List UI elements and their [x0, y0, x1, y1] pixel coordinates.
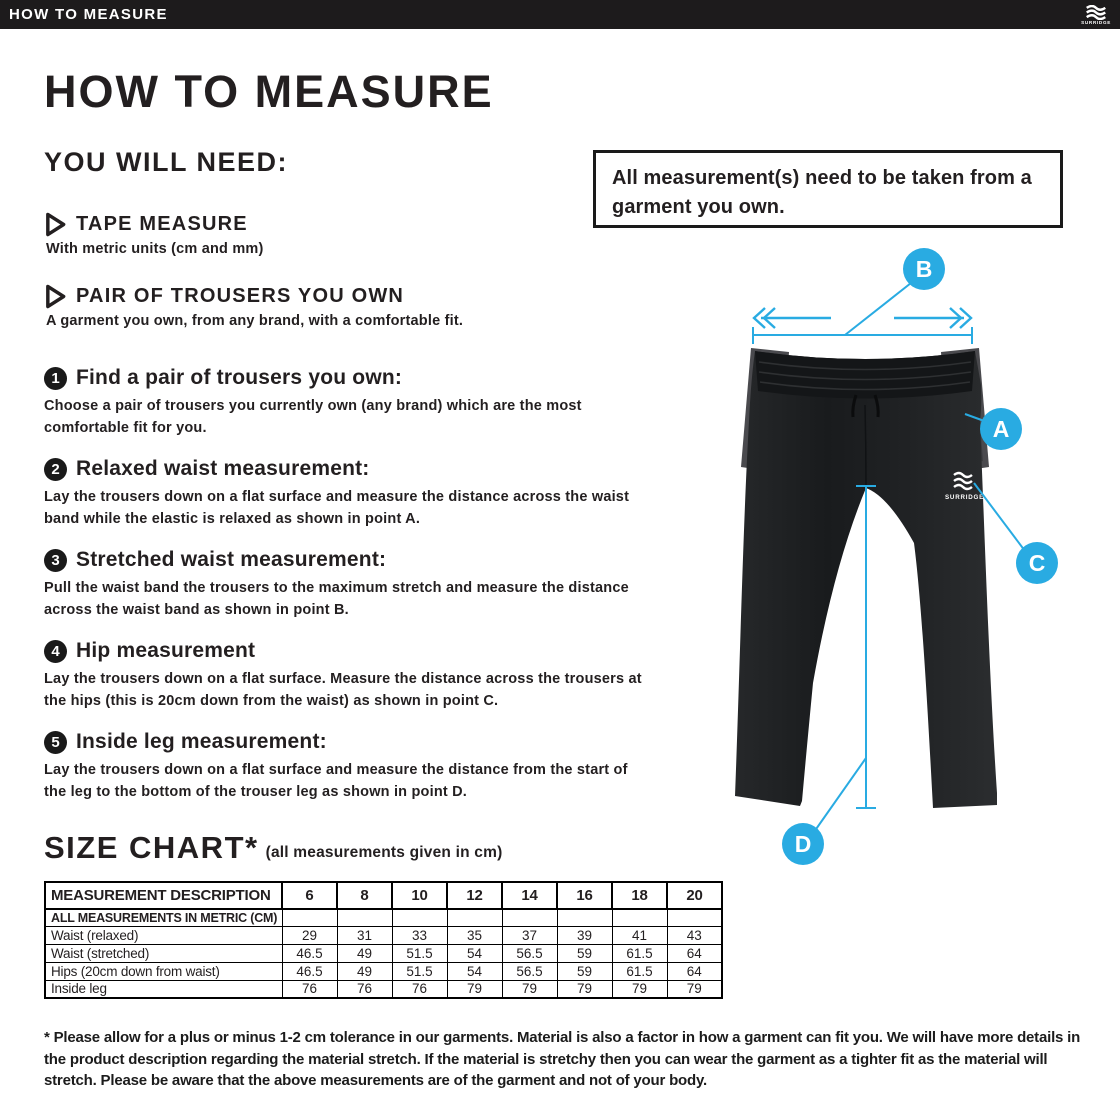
step-body: Lay the trousers down on a flat surface and measure the distance from the start of the leg to the bottom of the trouser leg as shown in point D.: [44, 762, 628, 800]
cell-value: 49: [337, 962, 392, 980]
page-title: HOW TO MEASURE: [44, 66, 494, 117]
table-row: [45, 980, 722, 998]
column-header: 18: [612, 882, 667, 909]
cell-value: 46.5: [282, 944, 337, 962]
marker-a-label: A: [992, 416, 1010, 442]
cell-value: 41: [612, 926, 667, 944]
cell-value: 61.5: [612, 944, 667, 962]
empty-cell: [557, 909, 612, 926]
step-head: [44, 730, 648, 754]
cell-value: 76: [282, 980, 337, 998]
marker-b-label: B: [915, 256, 933, 282]
marker-b: [903, 248, 945, 290]
empty-cell: [612, 909, 667, 926]
row-label: Waist (relaxed): [45, 926, 282, 944]
leader-line-d: [814, 758, 866, 832]
column-header: 12: [447, 882, 502, 909]
cell-value: 59: [557, 962, 612, 980]
need-item-head: [44, 283, 463, 310]
step-number-badge: 1: [44, 367, 67, 390]
step-3: [44, 548, 648, 621]
table-row: [45, 944, 722, 962]
top-bar-title: HOW TO MEASURE: [9, 6, 168, 23]
step-head: [44, 548, 648, 572]
leader-line-b: [845, 283, 911, 335]
metric-note-cell: ALL MEASUREMENTS IN METRIC (CM): [45, 909, 282, 926]
cell-value: 59: [557, 944, 612, 962]
need-item-tape-measure: [44, 211, 264, 257]
step-title: Relaxed waist measurement:: [76, 457, 370, 480]
cell-value: 79: [667, 980, 722, 998]
marker-c-label: C: [1028, 550, 1046, 576]
table-row: [45, 962, 722, 980]
note-box-text: All measurement(s) need to be taken from a garment you own.: [612, 167, 1032, 218]
step-body: Choose a pair of trousers you currently own (any brand) which are the most comfortable fit for you.: [44, 398, 582, 436]
you-will-need-heading: YOU WILL NEED:: [44, 147, 289, 177]
cell-value: 76: [337, 980, 392, 998]
size-chart-subtitle: (all measurements given in cm): [265, 844, 503, 861]
cell-value: 79: [557, 980, 612, 998]
cell-value: 56.5: [502, 962, 557, 980]
size-chart-table: [44, 881, 723, 999]
triangle-bullet-icon: [44, 283, 67, 310]
cell-value: 79: [502, 980, 557, 998]
cell-value: 64: [667, 944, 722, 962]
step-head: [44, 639, 648, 663]
cell-value: 79: [612, 980, 667, 998]
cell-value: 46.5: [282, 962, 337, 980]
column-header: 16: [557, 882, 612, 909]
size-chart-heading: [44, 830, 502, 866]
top-bar: [0, 0, 1120, 29]
cell-value: 64: [667, 962, 722, 980]
cell-value: 37: [502, 926, 557, 944]
footnote: * Please allow for a plus or minus 1-2 cm tolerance in our garments. Material is also a factor in how a garment can fit you. We will have more details in the product description regarding the material stretch. If the material is stretchy then you can wear the garment as a tighter fit as the material will stretch. Please be aware that the above measurements are of the garment and not of your body.: [44, 1029, 1081, 1089]
need-item-trousers: [44, 283, 463, 329]
empty-cell: [337, 909, 392, 926]
row-label: Waist (stretched): [45, 944, 282, 962]
empty-cell: [392, 909, 447, 926]
size-chart-title: SIZE CHART*: [44, 830, 259, 865]
cell-value: 49: [337, 944, 392, 962]
step-body: Pull the waist band the trousers to the maximum stretch and measure the distance across the waist band as shown in point B.: [44, 580, 629, 618]
cell-value: 51.5: [392, 962, 447, 980]
note-box: [593, 150, 1063, 228]
cell-value: 79: [447, 980, 502, 998]
column-header: 8: [337, 882, 392, 909]
cell-value: 29: [282, 926, 337, 944]
column-header: 10: [392, 882, 447, 909]
marker-d: [782, 823, 824, 865]
column-header: MEASUREMENT DESCRIPTION: [45, 882, 282, 909]
step-1: [44, 366, 648, 439]
cell-value: 43: [667, 926, 722, 944]
column-header: 20: [667, 882, 722, 909]
need-item-detail: With metric units (cm and mm): [46, 241, 264, 257]
step-4: [44, 639, 648, 712]
table-row: [45, 926, 722, 944]
surridge-logo: [1081, 4, 1111, 26]
step-head: [44, 457, 648, 481]
marker-a: [980, 408, 1022, 450]
step-title: Find a pair of trousers you own:: [76, 366, 403, 389]
row-label: Inside leg: [45, 980, 282, 998]
marker-c: [1016, 542, 1058, 584]
need-item-label: PAIR OF TROUSERS YOU OWN: [76, 285, 405, 307]
row-label: Hips (20cm down from waist): [45, 962, 282, 980]
cell-value: 31: [337, 926, 392, 944]
triangle-bullet-icon: [44, 211, 67, 238]
step-title: Inside leg measurement:: [76, 730, 327, 753]
cell-value: 33: [392, 926, 447, 944]
need-item-head: [44, 211, 264, 238]
need-item-detail: A garment you own, from any brand, with a comfortable fit.: [46, 313, 464, 329]
cell-value: 54: [447, 944, 502, 962]
empty-cell: [282, 909, 337, 926]
column-header: 14: [502, 882, 557, 909]
table-header-row: [45, 882, 722, 909]
cell-value: 76: [392, 980, 447, 998]
cell-value: 35: [447, 926, 502, 944]
step-number-badge: 2: [44, 458, 67, 481]
marker-d-label: D: [794, 831, 812, 857]
step-title: Hip measurement: [76, 639, 256, 662]
cell-value: 39: [557, 926, 612, 944]
step-body: Lay the trousers down on a flat surface and measure the distance across the waist band while the elastic is relaxed as shown in point A.: [44, 489, 630, 527]
step-number-badge: 5: [44, 731, 67, 754]
pants-logo-text: SURRIDGE: [945, 494, 985, 501]
need-item-label: TAPE MEASURE: [76, 213, 248, 235]
step-number-badge: 3: [44, 549, 67, 572]
surridge-logo-text: SURRIDGE: [1081, 19, 1111, 25]
step-2: [44, 457, 648, 530]
cell-value: 51.5: [392, 944, 447, 962]
empty-cell: [667, 909, 722, 926]
trousers-image: [715, 245, 1095, 875]
step-body: Lay the trousers down on a flat surface. Measure the distance across the trousers at the hips (this is 20cm down from the waist) as shown in point C.: [44, 671, 642, 709]
column-header: 6: [282, 882, 337, 909]
step-title: Stretched waist measurement:: [76, 548, 387, 571]
step-head: [44, 366, 648, 390]
table-metric-row: [45, 909, 722, 926]
cell-value: 61.5: [612, 962, 667, 980]
surridge-logo-icon: [1083, 5, 1109, 20]
empty-cell: [447, 909, 502, 926]
step-number-badge: 4: [44, 640, 67, 663]
trousers-diagram: [715, 245, 1095, 875]
cell-value: 54: [447, 962, 502, 980]
empty-cell: [502, 909, 557, 926]
cell-value: 56.5: [502, 944, 557, 962]
step-5: [44, 730, 648, 803]
